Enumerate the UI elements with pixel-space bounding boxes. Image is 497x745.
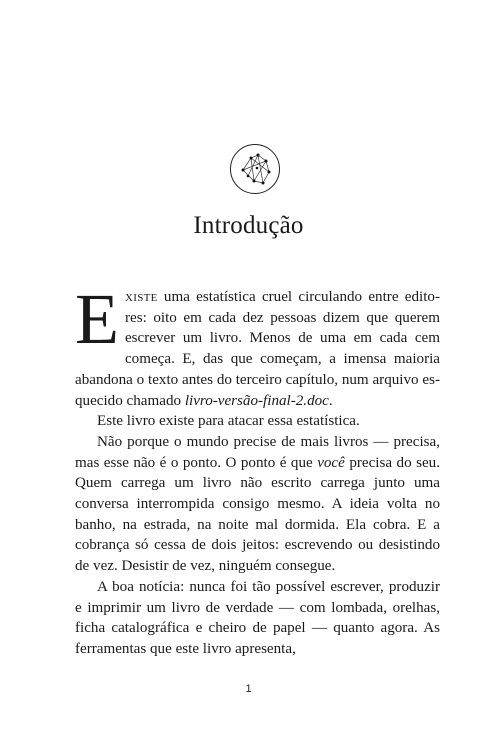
paragraph-1-filename: livro-versão-final-2.doc	[184, 392, 329, 409]
paragraph-3-emphasis: você	[317, 454, 345, 471]
opening-smallcaps: xiste	[124, 289, 158, 305]
paragraph-4: A boa notícia: nunca foi tão possível escrever, produzir e imprimir um livro de verdade — com lombada, orelhas, ficha catalográfica e cheiro de papel — quanto agora. As ferramentas que este livro apresenta,	[75, 578, 440, 657]
chapter-body	[75, 279, 440, 660]
paragraph-3-after: precisa do seu. Quem carrega um livro não escrito carrega junto uma conversa interrompida consigo mesmo. A ideia volta no banho, na estrada, na noite mal dormida. Ela cobra. E a cobrança só cessa de dois jeitos: escrevendo ou desistindo de vez. Desistir de vez, ninguém consegue.	[75, 454, 440, 575]
paragraph-1-text: uma estatística cruel circulando entre editores: oito em cada dez pessoas dizem que querem escrever um livro. Menos de uma em cada cem começa. E, das que começam, a imensa maioria abandona o texto antes do terceiro capítulo, num arquivo esquecido chamado	[75, 289, 440, 409]
paragraph-2: Este livro existe para atacar essa estatística.	[97, 413, 360, 430]
paragraph-1	[75, 279, 440, 411]
constellation-circle-icon	[229, 143, 281, 195]
chapter-title: Introdução	[193, 212, 304, 239]
drop-cap: E	[75, 279, 119, 359]
paragraph-3	[75, 432, 440, 577]
page-number: 1	[245, 683, 252, 695]
paragraph-3-before: Não porque o mundo precise de mais livros — precisa, mas esse não é o ponto. O ponto é que	[75, 433, 440, 471]
paragraph-1-end: .	[328, 392, 333, 409]
